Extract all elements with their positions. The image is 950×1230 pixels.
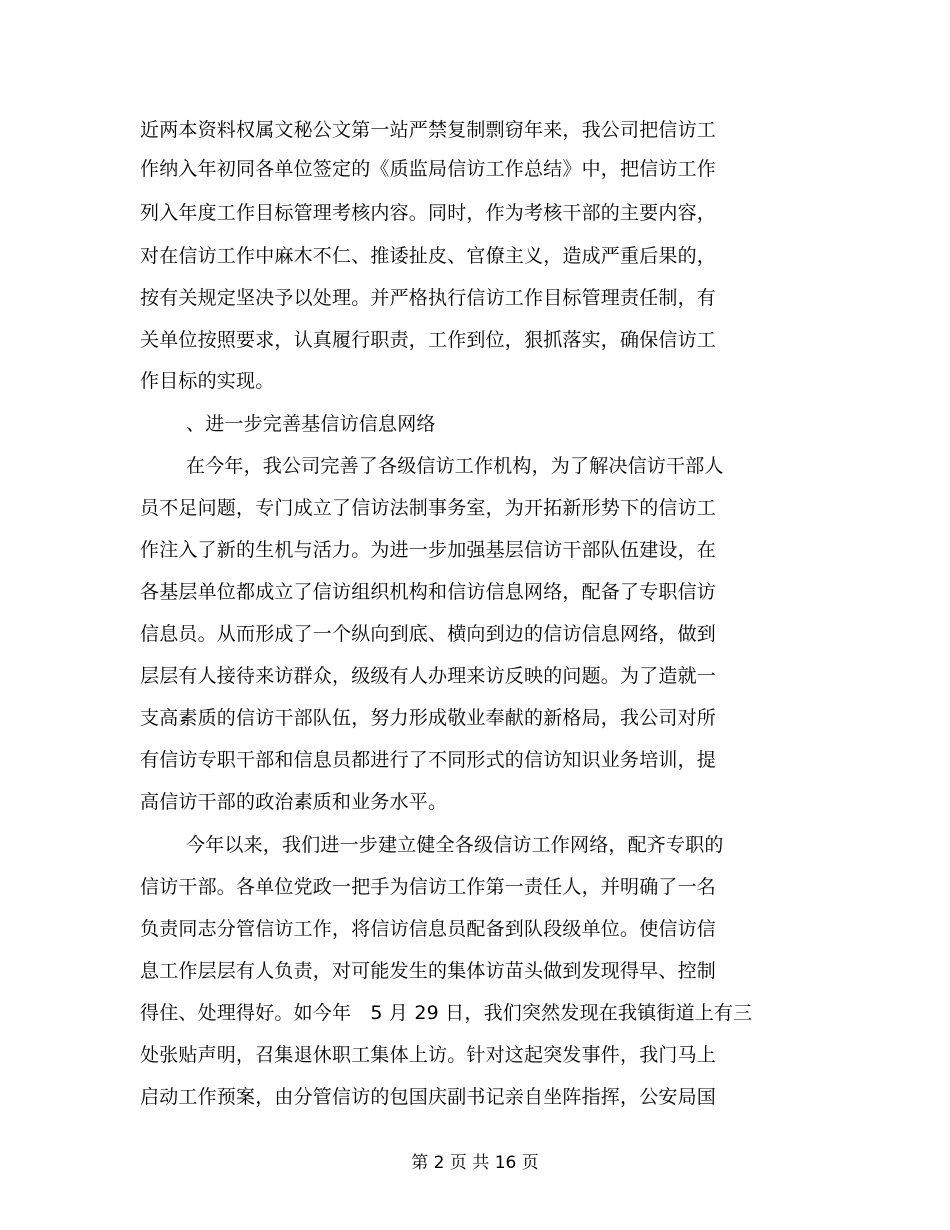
body-text-line: 近两本资料权属文秘公文第一站严禁复制剽窃年来，我公司把信访工 [140,119,717,141]
body-text-line: 关单位按照要求，认真履行职责，工作到位，狠抓落实，确保信访工 [140,329,717,351]
body-text-line: 在今年，我公司完善了各级信访工作机构，为了解决信访干部人 [186,455,724,477]
body-text-line: 息工作层层有人负责，对可能发生的集体访苗头做到发现得早、控制 [140,960,717,982]
body-text-line: 启动工作预案，由分管信访的包国庆副书记亲自坐阵指挥，公安局国 [140,1086,717,1108]
body-text-line: 今年以来，我们进一步建立健全各级信访工作网络，配齐专职的 [186,834,724,856]
body-text-line: 支高素质的信访干部队伍，努力形成敬业奉献的新格局，我公司对所 [140,707,717,729]
body-text-line: 各基层单位都成立了信访组织机构和信访信息网络，配备了专职信访 [140,581,717,603]
body-text-line: 信访干部。各单位党政一把手为信访工作第一责任人，并明确了一名 [140,876,717,898]
body-text-line: 层层有人接待来访群众，级级有人办理来访反映的问题。为了造就一 [140,665,717,687]
body-text-line: 作纳入年初同各单位签定的《质监局信访工作总结》中，把信访工作 [140,158,717,180]
body-text-line: 处张贴声明，召集退休职工集体上访。针对这起突发事件，我门马上 [140,1044,717,1066]
body-text-line: 有信访专职干部和信息员都进行了不同形式的信访知识业务培训，提 [140,749,717,771]
body-text-line: 对在信访工作中麻木不仁、推诿扯皮、官僚主义，造成严重后果的， [140,245,717,267]
body-text-line: 得住、处理得好。如今年 5 月 29 日，我们突然发现在我镇街道上有三 [140,1002,753,1024]
body-text-line: 作目标的实现。 [140,370,275,392]
body-text-line: 高信访干部的政治素质和业务水平。 [140,791,448,813]
body-text-line: 作注入了新的生机与活力。为进一步加强基层信访干部队伍建设，在 [140,539,717,561]
body-text-line: 员不足问题，专门成立了信访法制事务室，为开拓新形势下的信访工 [140,497,717,519]
body-text-line: 负责同志分管信访工作，将信访信息员配备到队段级单位。使信访信 [140,918,717,940]
body-text-line: 列入年度工作目标管理考核内容。同时，作为考核干部的主要内容， [140,202,717,224]
section-heading: 、进一步完善基信访信息网络 [186,413,436,435]
body-text-line: 信息员。从而形成了一个纵向到底、横向到边的信访信息网络，做到 [140,623,717,645]
page-number-footer: 第 2 页 共 16 页 [411,1153,539,1173]
body-text-line: 按有关规定坚决予以处理。并严格执行信访工作目标管理责任制，有 [140,287,717,309]
